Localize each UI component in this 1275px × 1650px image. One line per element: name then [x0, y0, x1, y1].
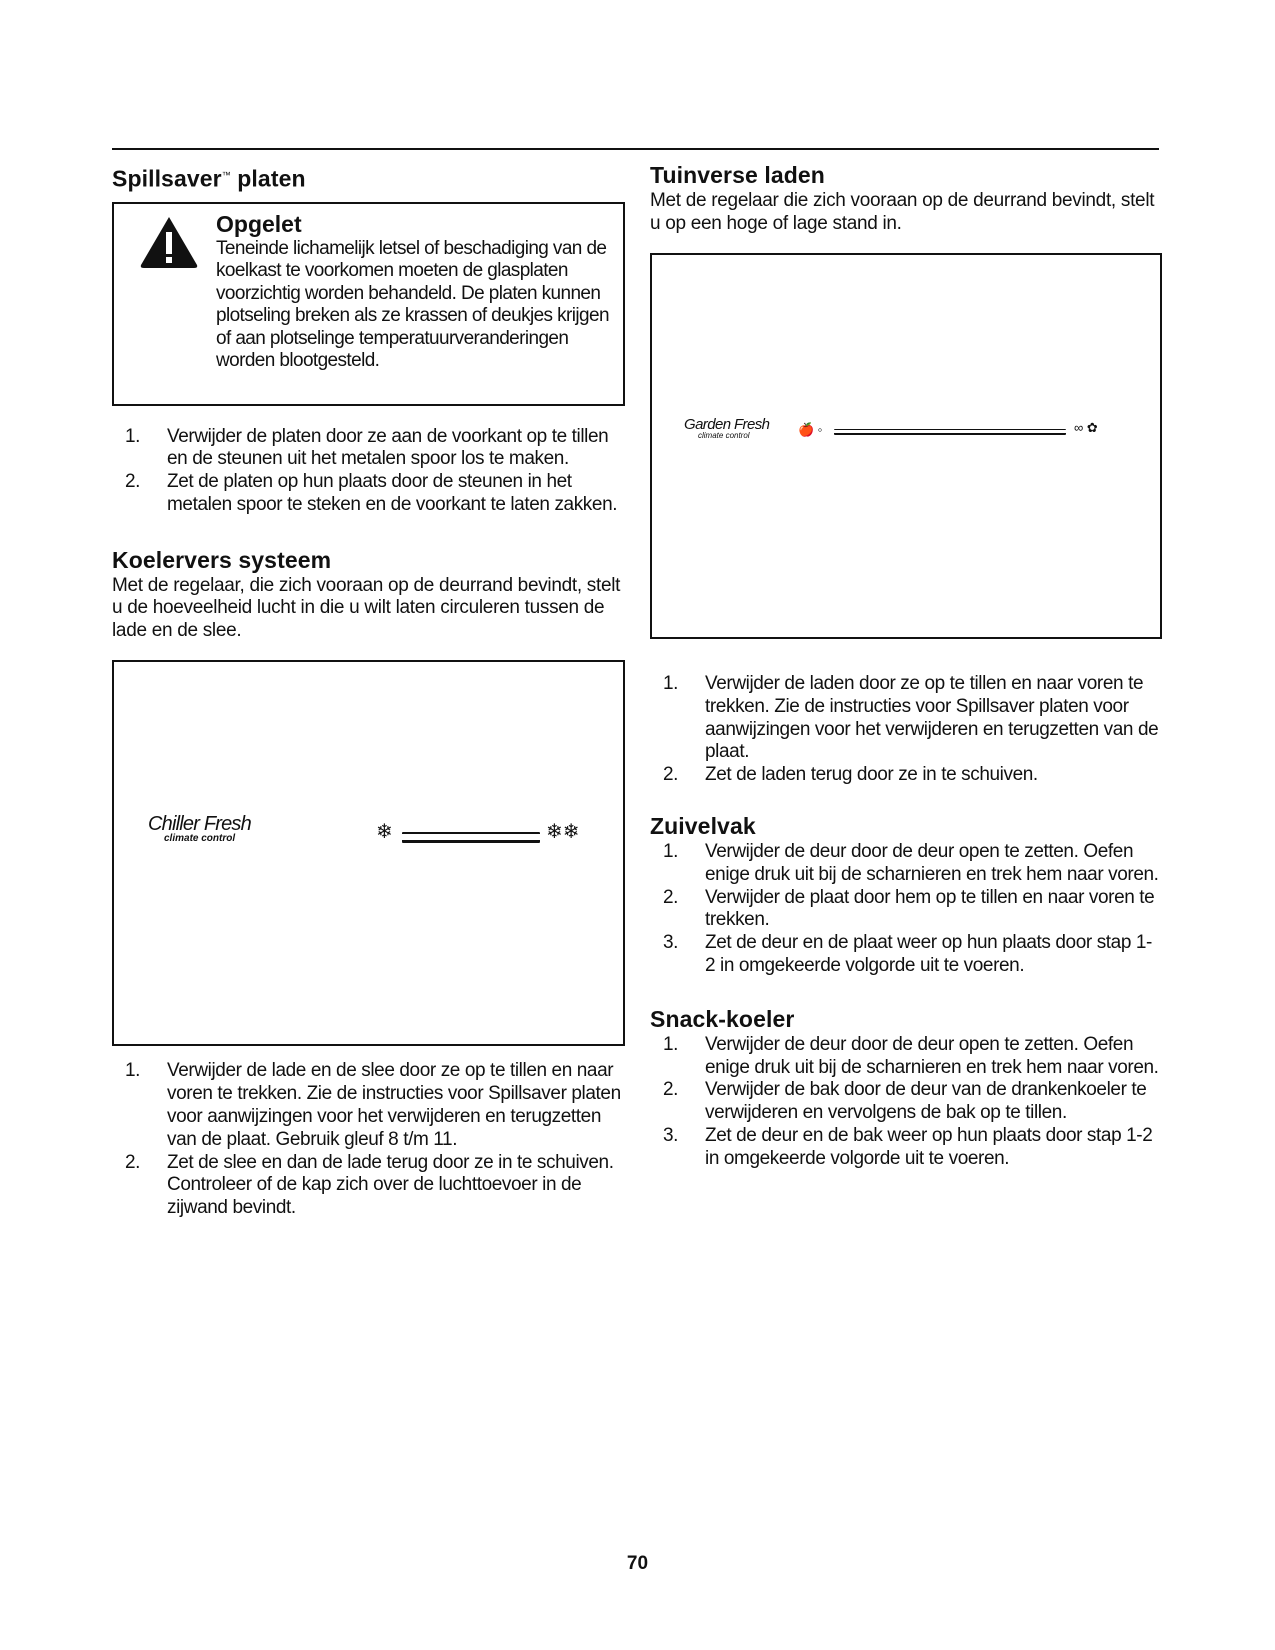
caution-title: Opgelet — [216, 210, 302, 237]
list-item: 1. Verwijder de deur door de deur open te zetten. Oefen enige druk uit bij de scharnieren en trek hem naar voren. — [663, 1033, 1159, 1078]
section-title-koelervers: Koelervers systeem — [112, 546, 332, 573]
left-column — [112, 160, 625, 1220]
list-item: 2. Verwijder de bak door de deur van de drankenkoeler te verwijderen en vervolgens de bak op te tillen. — [663, 1079, 1147, 1124]
caution-box — [112, 202, 625, 406]
list-item: 3. Zet de deur en de plaat weer op hun plaats door stap 1-2 in omgekeerde volgorde uit te voeren. — [663, 932, 1152, 976]
list-item: 2. Zet de laden terug door ze in te schuiven. — [663, 764, 1038, 786]
tuinverse-steps — [650, 673, 1162, 787]
high-humidity-icon: ∞ ✿ — [1074, 420, 1098, 435]
list-item: 1. Verwijder de platen door ze aan de voorkant op te tillen en de steunen uit het metalen spoor los te maken. — [125, 425, 609, 470]
garden-fresh-figure — [650, 253, 1162, 639]
low-humidity-icon: 🍎 ◦ — [798, 422, 823, 437]
chiller-fresh-figure — [112, 660, 625, 1046]
list-item: 2. Zet de platen op hun plaats door de steunen in het metalen spoor te steken en de voorkant te laten zakken. — [125, 471, 618, 516]
list-item: 1. Verwijder de laden door ze op te tillen en naar voren te trekken. Zie de instructies voor Spillsaver platen voor aanwijzingen voor het verwijderen en terugzetten van de plaat. — [663, 673, 1159, 763]
top-rule — [112, 148, 1159, 150]
snowflake-icon: ❄ — [376, 821, 393, 844]
list-item: 2. Zet de slee en dan de lade terug door ze in te schuiven. Controleer of de kap zich over de luchttoevoer in de zijwand bevindt. — [125, 1151, 614, 1219]
list-item: 1. Verwijder de lade en de slee door ze op te tillen en naar voren te trekken. Zie de instructies voor Spillsaver platen voor aanwijzingen voor het verwijderen en terugzetten van de plaat. Gebruik gleuf 8 t/m 11. — [125, 1060, 621, 1150]
garden-fresh-logo: Garden Fresh climate control — [684, 416, 770, 440]
section-title-spillsaver: Spillsaver™ platen — [112, 165, 306, 192]
zuivelvak-steps — [650, 841, 1162, 978]
koelervers-intro: Met de regelaar, die zich vooraan op de deurrand bevindt, stelt u de hoeveelheid lucht in die u wilt laten circuleren tussen de lade en de slee. — [112, 574, 621, 641]
caution-text: Teneinde lichamelijk letsel of beschadiging van de koelkast te voorkomen moeten de glasplaten voorzichtig worden behandeld. De platen kunnen plotseling breken als ze krassen of deukjes krijgen of aan plotselinge temperatuurveranderingen worden blootgesteld. — [216, 237, 609, 372]
page-number: 70 — [626, 1553, 649, 1574]
humidity-slider — [834, 429, 1066, 435]
koelervers-steps — [112, 1060, 625, 1220]
chiller-fresh-logo: Chiller Fresh climate control — [148, 813, 251, 845]
list-item: 3. Zet de deur en de bak weer op hun plaats door stap 1-2 in omgekeerde volgorde uit te voeren. — [663, 1124, 1153, 1169]
snack-koeler-steps — [650, 1034, 1162, 1171]
spillsaver-steps — [112, 426, 625, 517]
section-title-tuinverse: Tuinverse laden — [650, 162, 825, 188]
section-title-snack-koeler: Snack-koeler — [650, 1005, 795, 1032]
trademark-mark: ™ — [221, 170, 231, 180]
right-column — [650, 160, 1162, 1171]
airflow-slider — [402, 832, 540, 843]
tuinverse-intro: Met de regelaar die zich vooraan op de deurrand bevindt, stelt u op een hoge of lage stand in. — [650, 190, 1155, 234]
section-title-zuivelvak: Zuivelvak — [650, 812, 756, 839]
warning-icon — [138, 214, 200, 270]
list-item: 1. Verwijder de deur door de deur open te zetten. Oefen enige druk uit bij de scharnieren en trek hem naar voren. — [663, 840, 1159, 885]
double-snowflake-icon: ❄❄ — [546, 821, 580, 844]
list-item: 2. Verwijder de plaat door hem op te tillen en naar voren te trekken. — [663, 886, 1155, 931]
